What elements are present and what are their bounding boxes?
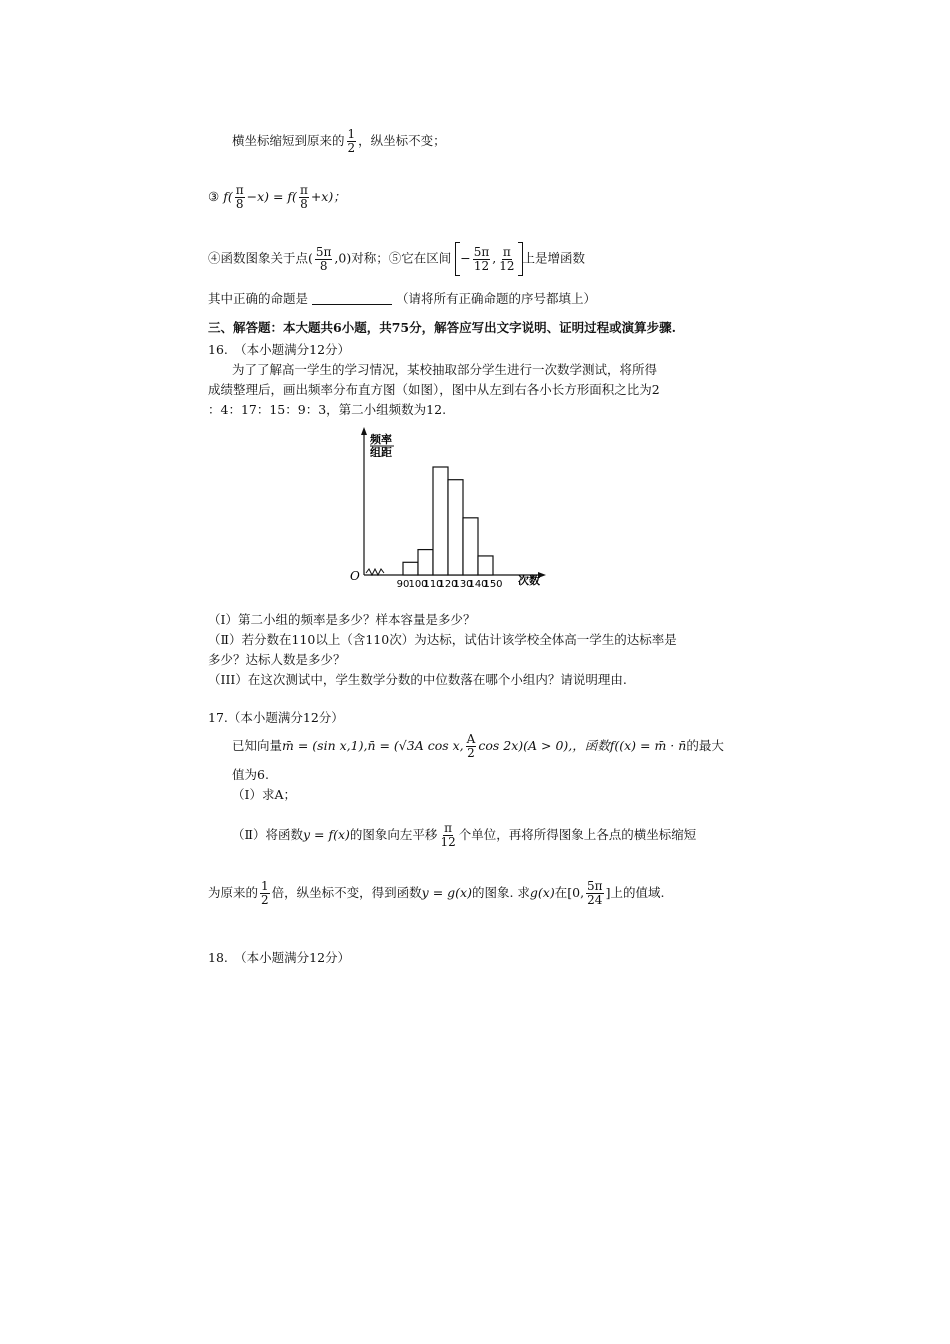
function-f: f((x) = m̄ · n̄: [609, 738, 687, 753]
origin-label: O: [350, 569, 360, 583]
fraction-denominator: 2: [467, 746, 475, 760]
answer-line: [208, 291, 596, 307]
fraction: [315, 246, 333, 273]
q17-part-2: [232, 822, 696, 849]
fraction-denominator: 12: [473, 258, 490, 273]
expr: −x) = f(: [246, 189, 297, 204]
fraction-denominator: 2: [347, 141, 356, 155]
expr: f(: [223, 189, 233, 204]
fraction-denominator: 8: [319, 258, 328, 273]
function-expr: y = g(x): [421, 885, 472, 900]
interval-open: 在[0,: [554, 885, 585, 900]
fraction-numerator: π: [502, 244, 511, 259]
function-expr: y = f(x): [303, 827, 350, 842]
q17-part-2-text: 的图象向左平移: [349, 827, 438, 842]
tick-label: 130: [453, 579, 473, 590]
bars: [403, 467, 493, 575]
fraction: [439, 822, 456, 849]
tick-label: 140: [468, 579, 488, 590]
q18-title: 18. （本小题满分12分）: [208, 950, 351, 965]
prop-5-text: ,0)对称；⑤它在区间: [334, 250, 452, 266]
function-g: g(x): [529, 885, 555, 900]
section-heading: 三、解答题：本大题共6小题，共75分，解答应写出文字说明、证明过程或演算步骤.: [208, 320, 676, 335]
fraction: [466, 733, 477, 760]
histogram-bar: [403, 562, 418, 575]
fraction-numerator: 5π: [587, 879, 603, 893]
fraction-numerator: A: [466, 732, 476, 746]
fraction: [473, 246, 491, 273]
q17-part-1: （Ⅰ）求A；: [232, 787, 296, 802]
fraction-denominator: 24: [587, 893, 603, 907]
vector-m: m̄ = (sin x,1),: [282, 738, 368, 753]
vector-n: n̄ = (√3A cos x,: [367, 738, 464, 753]
prop-5-tail: 上是增函数: [522, 250, 586, 266]
tick-label: 110: [423, 579, 443, 590]
q16-title: 16. （本小题满分12分）: [208, 342, 351, 357]
fraction-numerator: π: [235, 183, 244, 197]
prop-3-label: ③: [208, 189, 220, 204]
fraction-denominator: 12: [440, 835, 456, 849]
q17-text: 已知向量: [232, 738, 283, 753]
fraction-denominator: 8: [235, 197, 244, 211]
minus-sign: −: [460, 250, 471, 266]
fraction-numerator: 1: [347, 127, 356, 141]
interval-close: ]上的值域.: [605, 885, 665, 900]
prev-line1-text: 横坐标缩短到原来的: [232, 133, 345, 148]
fraction: [586, 880, 604, 907]
q17-title: 17.（本小题满分12分）: [208, 710, 344, 725]
q16-part-1: （Ⅰ）第二小组的频率是多少？样本容量是多少？: [208, 612, 476, 627]
expr: +x)；: [310, 189, 346, 204]
q16-part-3: （III）在这次测试中，学生数学分数的中位数落在哪个小组内？请说明理由.: [208, 672, 627, 687]
q17-part-2-text: （Ⅱ）将函数: [232, 827, 303, 842]
fraction-denominator: 12: [499, 258, 515, 273]
q16-part-2a: （Ⅱ）若分数在110以上（含110次）为达标，试估计该学校全体高一学生的达标率是: [208, 632, 677, 647]
fraction: [260, 880, 270, 907]
q16-part-2b: 多少？达标人数是多少？: [208, 652, 346, 667]
axis-break-icon: [366, 569, 384, 575]
q16-para-2: 成绩整理后，画出频率分布直方图（如图），图中从左到右各小长方形面积之比为2: [208, 382, 660, 397]
fraction: [498, 246, 515, 273]
fraction-numerator: 5π: [473, 244, 490, 259]
fraction-numerator: 5π: [315, 244, 332, 259]
q17-line-2: 值为6.: [232, 767, 269, 782]
q17-line-5-text: 为原来的: [208, 885, 259, 900]
tick-label: 90: [396, 579, 410, 590]
q16-para-1: 为了了解高一学生的学习情况，某校抽取部分学生进行一次数学测试，将所得: [232, 362, 658, 377]
fraction: [235, 184, 245, 211]
prev-line1: [232, 128, 446, 155]
histogram-bar: [433, 467, 448, 575]
prop-3: [208, 184, 346, 211]
tick-label: 100: [408, 579, 428, 590]
tick-labels: [397, 579, 503, 590]
tick-label: 150: [483, 579, 503, 590]
prev-line1-tail: ，纵坐标不变；: [358, 133, 446, 148]
fraction: [299, 184, 309, 211]
fraction: [347, 128, 357, 155]
x-label: 次数: [518, 574, 540, 587]
q17-part-2-tail: 个单位，再将所得图象上各点的横坐标缩短: [458, 827, 697, 842]
q17-line-5: [208, 880, 664, 907]
fraction-denominator: 8: [300, 197, 308, 211]
fraction-numerator: π: [444, 821, 453, 835]
histogram-bar: [418, 550, 433, 575]
histogram: [340, 425, 560, 590]
q17-line-5-text: 的图象. 求: [471, 885, 530, 900]
prop-4-5: [208, 242, 585, 276]
tick-label: 120: [438, 579, 458, 590]
answer-hint: （请将所有正确命题的序号都填上）: [396, 291, 597, 306]
q17-line-1: [232, 733, 724, 760]
fraction-denominator: 2: [261, 893, 269, 907]
histogram-bar: [478, 556, 493, 575]
answer-blank[interactable]: [312, 304, 392, 305]
fraction-numerator: π: [299, 183, 308, 197]
y-axis-arrow: [361, 427, 367, 435]
y-label-top: 频率: [370, 433, 392, 446]
histogram-bar: [463, 518, 478, 575]
comma: ,: [492, 250, 497, 266]
vector-n-tail: cos 2x)(A > 0),，函数: [478, 738, 610, 753]
y-label-bottom: 组距: [370, 446, 392, 459]
answer-label: 其中正确的命题是: [208, 291, 309, 306]
q17-line-5-text: 倍，纵坐标不变，得到函数: [271, 885, 422, 900]
histogram-bar: [448, 480, 463, 575]
q17-text-tail: 的最大: [686, 738, 724, 753]
fraction-numerator: 1: [261, 879, 269, 893]
prop-4-text: ④函数图象关于点(: [208, 250, 313, 266]
q16-para-3: ：4：17：15：9：3，第二小组频数为12.: [208, 402, 447, 417]
